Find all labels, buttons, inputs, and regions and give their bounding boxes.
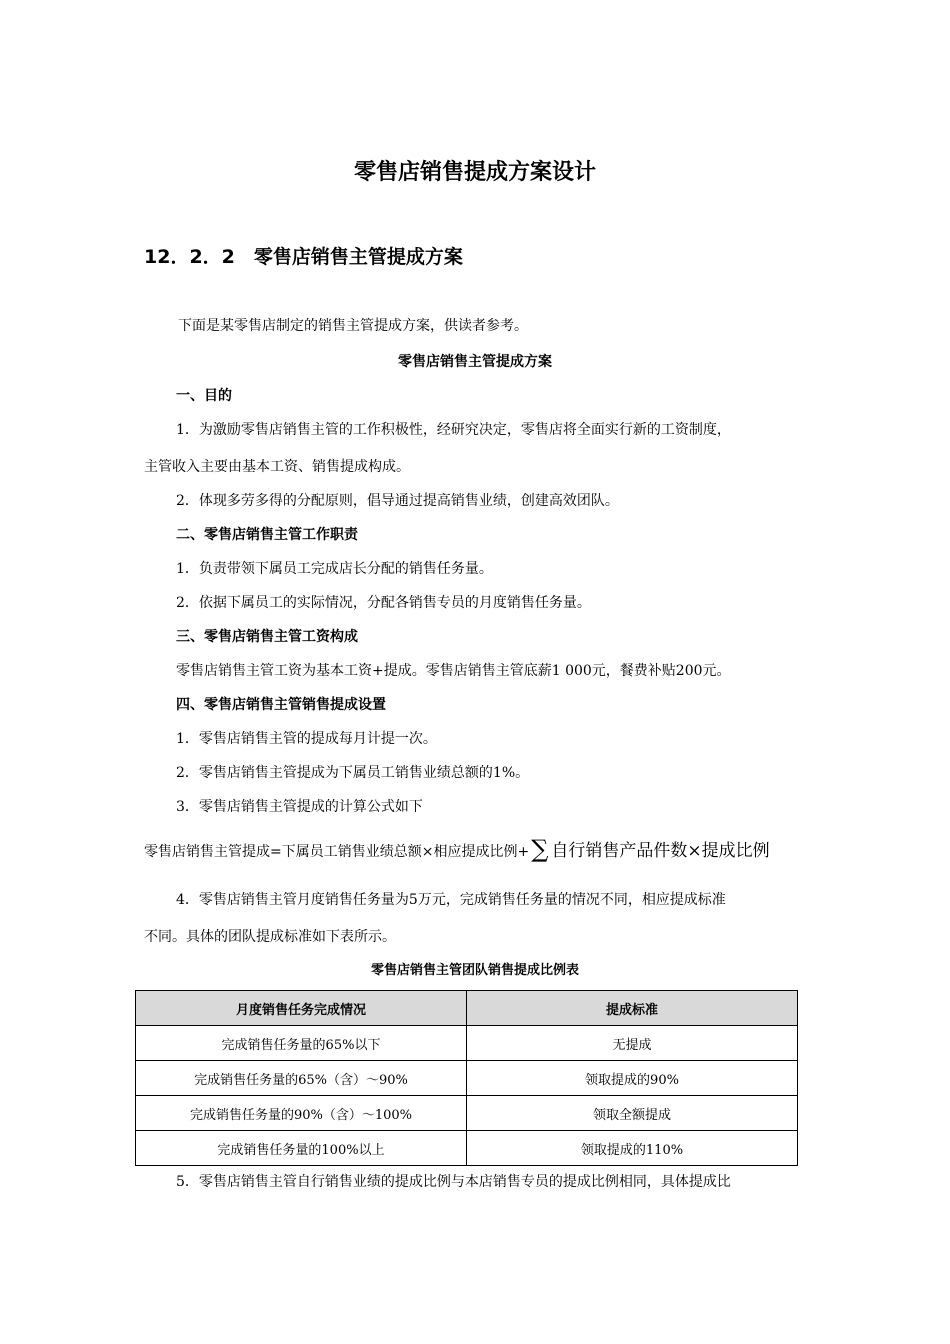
table-cell-completion: 完成销售任务量的90%（含）～100% — [136, 1096, 467, 1131]
table-cell-standard: 领取提成的90% — [467, 1061, 798, 1096]
section-2-paragraph-2: 2．依据下属员工的实际情况，分配各销售专员的月度销售任务量。 — [176, 595, 591, 611]
table-header-completion: 月度销售任务完成情况 — [136, 991, 467, 1026]
commission-rate-table — [135, 990, 798, 1166]
table-cell-completion: 完成销售任务量的100%以上 — [136, 1131, 467, 1166]
table-cell-standard: 领取全额提成 — [467, 1096, 798, 1131]
table-header-standard: 提成标准 — [467, 991, 798, 1026]
section-4-paragraph-5-line-1: 5．零售店销售主管自行销售业绩的提成比例与本店销售专员的提成比例相同，具体提成比 — [176, 1174, 731, 1190]
document-title: 零售店销售提成方案设计 — [353, 160, 596, 185]
section-2-paragraph-1: 1．负责带领下属员工完成店长分配的销售任务量。 — [176, 561, 493, 577]
intro-paragraph: 下面是某零售店制定的销售主管提成方案，供读者参考。 — [178, 318, 528, 334]
section-4-paragraph-3: 3．零售店销售主管提成的计算公式如下 — [176, 799, 423, 815]
section-4-heading: 四、零售店销售主管销售提成设置 — [176, 697, 386, 713]
section-2-heading: 二、零售店销售主管工作职责 — [176, 527, 358, 543]
table-cell-completion: 完成销售任务量的65%（含）～90% — [136, 1061, 467, 1096]
table-header-row — [136, 991, 798, 1026]
plan-title: 零售店销售主管提成方案 — [398, 354, 552, 370]
table-cell-completion: 完成销售任务量的65%以下 — [136, 1026, 467, 1061]
table-row — [136, 1061, 798, 1096]
commission-formula — [144, 836, 770, 862]
section-4-paragraph-1: 1．零售店销售主管的提成每月计提一次。 — [176, 731, 437, 747]
section-1-paragraph-2: 2．体现多劳多得的分配原则，倡导通过提高销售业绩，创建高效团队。 — [176, 493, 619, 509]
formula-right: 自行销售产品件数×提成比例 — [551, 841, 770, 861]
table-title: 零售店销售主管团队销售提成比例表 — [370, 963, 579, 978]
section-3-paragraph-1: 零售店销售主管工资为基本工资+提成。零售店销售主管底薪1 000元，餐费补贴200元。 — [176, 663, 731, 679]
section-4-paragraph-2: 2．零售店销售主管提成为下属员工销售业绩总额的1%。 — [176, 765, 530, 781]
section-heading: 12．2．2 零售店销售主管提成方案 — [144, 246, 463, 268]
table-row — [136, 1096, 798, 1131]
section-1-paragraph-1-line-2: 主管收入主要由基本工资、销售提成构成。 — [144, 459, 410, 475]
table-cell-standard: 领取提成的110% — [467, 1131, 798, 1166]
section-3-heading: 三、零售店销售主管工资构成 — [176, 629, 358, 645]
table-row — [136, 1131, 798, 1166]
formula-left: 零售店销售主管提成=下属员工销售业绩总额×相应提成比例+ — [144, 844, 530, 860]
section-4-paragraph-4-line-2: 不同。具体的团队提成标准如下表所示。 — [144, 929, 396, 945]
table-row — [136, 1026, 798, 1061]
section-1-paragraph-1-line-1: 1．为激励零售店销售主管的工作积极性，经研究决定，零售店将全面实行新的工资制度， — [176, 422, 731, 438]
section-1-heading: 一、目的 — [176, 388, 232, 404]
table-cell-standard: 无提成 — [467, 1026, 798, 1061]
sigma-symbol: ∑ — [531, 835, 549, 863]
section-4-paragraph-4-line-1: 4．零售店销售主管月度销售任务量为5万元，完成销售任务量的情况不同，相应提成标准 — [176, 892, 726, 908]
